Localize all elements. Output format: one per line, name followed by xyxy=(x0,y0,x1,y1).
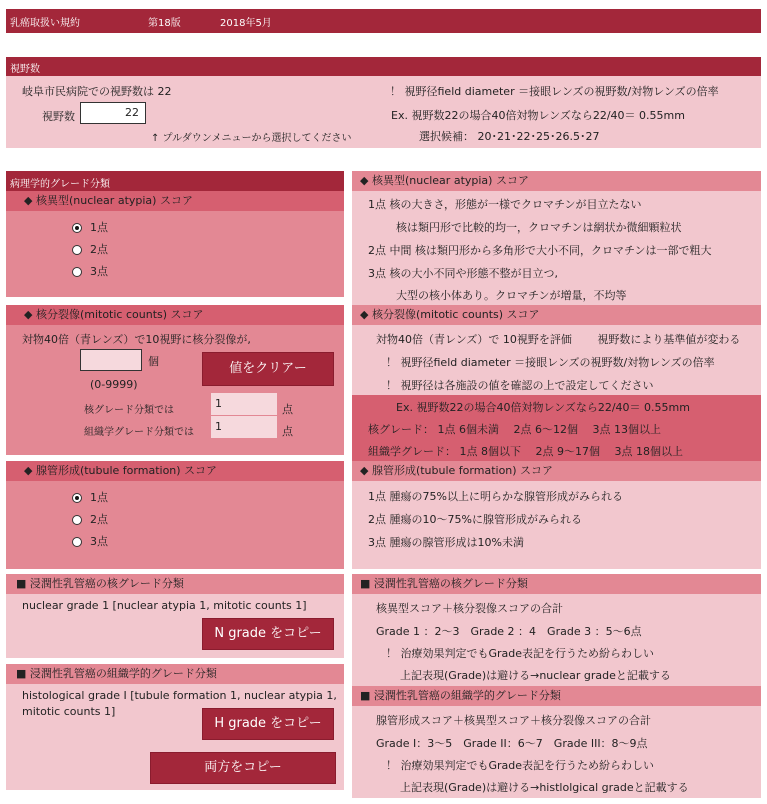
nuclear-grade-value: 1 xyxy=(211,393,277,415)
count-unit: 個 xyxy=(148,355,159,368)
mitotic-title: ◆ 核分裂像(mitotic counts) スコア xyxy=(24,308,204,321)
nuclear-grade-unit: 点 xyxy=(282,403,293,416)
right-atypia-title: ◆ 核異型(nuclear atypia) スコア xyxy=(360,174,529,187)
ngrade-desc-1: 核異型スコア＋核分裂像スコアの合計 xyxy=(376,602,563,615)
ngrade-desc-4: 上記表現(Grade)は避ける→nuclear gradeと記載する xyxy=(400,669,671,682)
select-hint: ↑ プルダウンメニューから選択してください xyxy=(151,133,352,144)
fields-section-header xyxy=(6,57,761,76)
radio-icon[interactable] xyxy=(72,537,82,547)
radio-icon[interactable] xyxy=(72,267,82,277)
hist-grade-unit: 点 xyxy=(282,425,293,438)
hgrade-desc-4: 上記表現(Grade)は避ける→histlolgical gradeと記載する xyxy=(400,781,689,794)
tubule-option-3[interactable]: 3点 xyxy=(72,533,108,549)
mitotic-ex: Ex. 視野数22の場合40倍対物レンズなら22/40＝ 0.55mm xyxy=(396,401,690,414)
right-hgrade-title: ■ 浸潤性乳管癌の組織学的グレード分類 xyxy=(360,689,561,702)
hist-grade-value: 1 xyxy=(211,416,277,438)
tubule-desc-1: 1点 腫瘍の75%以上に明らかな腺管形成がみられる xyxy=(368,490,623,503)
right-mitotic-panel xyxy=(352,325,761,395)
radio-icon[interactable] xyxy=(72,223,82,233)
right-ngrade-header xyxy=(352,574,761,594)
nuclear-grade-label: 核グレード分類では xyxy=(84,405,174,416)
hist-grade-label: 組織学グレード分類では xyxy=(84,427,194,438)
hgrade-desc-1: 腺管形成スコア＋核異型スコア＋核分裂像スコアの合計 xyxy=(376,714,651,727)
hgrade-desc-3: ！ 治療効果判定でもGrade表記を行うため紛らわしい xyxy=(386,759,655,772)
right-mitotic-header xyxy=(352,305,761,325)
hgrade-text-1: histological grade I [tubule formation 1, nuclear atypia 1, xyxy=(22,689,337,702)
field-note-2: Ex. 視野数22の場合40倍対物レンズなら22/40＝ 0.55mm xyxy=(391,109,685,122)
field-count-select[interactable]: 22 xyxy=(80,102,146,124)
atypia-header xyxy=(6,191,344,211)
tubule-header xyxy=(6,461,344,481)
atypia-option-3[interactable]: 3点 xyxy=(72,263,108,279)
radio-icon[interactable] xyxy=(72,493,82,503)
hgrade-panel xyxy=(6,684,344,790)
radio-icon[interactable] xyxy=(72,245,82,255)
mitotic-nuc-criteria: 核グレード： 1点 6個未満 2点 6～12個 3点 13個以上 xyxy=(368,423,661,436)
right-atypia-panel xyxy=(352,191,761,305)
right-ngrade-title: ■ 浸潤性乳管癌の核グレード分類 xyxy=(360,577,528,590)
hgrade-desc-2: Grade I：3～5 Grade II：6～7 Grade III：8～9点 xyxy=(376,737,648,750)
mitotic-desc-3: ！ 視野径は各施設の値を確認の上で設定してください xyxy=(386,379,654,392)
tubule-title: ◆ 腺管形成(tubule formation) スコア xyxy=(24,464,218,477)
atypia-option-2[interactable]: 2点 xyxy=(72,241,108,257)
right-mitotic-criteria xyxy=(352,395,761,461)
right-mitotic-title: ◆ 核分裂像(mitotic counts) スコア xyxy=(360,308,540,321)
atypia-title: ◆ 核異型(nuclear atypia) スコア xyxy=(24,194,193,207)
top-header xyxy=(6,9,761,33)
hospital-text: 岐阜市民病院での視野数は 22 xyxy=(22,85,172,98)
field-note-3: 選択候補： 20･21･22･25･26.5･27 xyxy=(419,130,600,143)
mitotic-desc-2: ！ 視野径field diameter ＝接眼レンズの視野数/対物レンズの倍率 xyxy=(386,356,715,369)
hgrade-header xyxy=(6,664,344,684)
atypia-desc-4: 3点 核の大小不同や形態不整が目立つ, xyxy=(368,267,558,280)
fields-section-title: 視野数 xyxy=(10,64,40,75)
tubule-desc-2: 2点 腫瘍の10～75%に腺管形成がみられる xyxy=(368,513,582,526)
header-edition: 第18版 xyxy=(148,18,181,29)
ngrade-header xyxy=(6,574,344,594)
tubule-option-1[interactable]: 1点 xyxy=(72,489,108,505)
right-tubule-header xyxy=(352,461,761,481)
mitotic-text: 対物40倍（青レンズ）で10視野に核分裂像が, xyxy=(22,333,251,346)
radio-icon[interactable] xyxy=(72,515,82,525)
header-title: 乳癌取扱い規約 xyxy=(10,18,80,29)
right-tubule-title: ◆ 腺管形成(tubule formation) スコア xyxy=(360,464,554,477)
mitotic-desc-1: 対物40倍（青レンズ）で 10視野を評価 視野数により基準値が変わる xyxy=(376,333,741,346)
hgrade-copy-button[interactable]: H grade をコピー xyxy=(202,708,334,740)
atypia-desc-3: 2点 中間 核は類円形から多角形で大小不同，クロマチンは一部で粗大 xyxy=(368,244,712,257)
hgrade-title: ■ 浸潤性乳管癌の組織学的グレード分類 xyxy=(16,667,217,680)
field-note-1: ！ 視野径field diameter ＝接眼レンズの視野数/対物レンズの倍率 xyxy=(390,85,719,98)
tubule-option-2[interactable]: 2点 xyxy=(72,511,108,527)
mitotic-hist-criteria: 組織学グレード： 1点 8個以下 2点 9～17個 3点 18個以上 xyxy=(368,445,683,458)
mitotic-header xyxy=(6,305,344,325)
field-count-label: 視野数 xyxy=(42,110,75,123)
header-date: 2018年5月 xyxy=(220,18,272,29)
copy-both-button[interactable]: 両方をコピー xyxy=(150,752,336,784)
tubule-panel xyxy=(6,481,344,569)
ngrade-desc-3: ！ 治療効果判定でもGrade表記を行うため紛らわしい xyxy=(386,647,655,660)
mitotic-panel xyxy=(6,325,344,455)
clear-button[interactable]: 値をクリアー xyxy=(202,352,334,386)
atypia-desc-1: 1点 核の大きさ，形態が一様でクロマチンが目立たない xyxy=(368,198,642,211)
right-hgrade-header xyxy=(352,686,761,706)
mitotic-count-input[interactable] xyxy=(80,349,142,371)
atypia-desc-2: 核は類円形で比較的均一，クロマチンは網状か微細顆粒状 xyxy=(396,221,682,234)
fields-panel xyxy=(6,76,761,148)
count-range: (0-9999) xyxy=(90,378,138,391)
ngrade-text: nuclear grade 1 [nuclear atypia 1, mitotic counts 1] xyxy=(22,599,307,612)
ngrade-panel xyxy=(6,594,344,658)
ngrade-title: ■ 浸潤性乳管癌の核グレード分類 xyxy=(16,577,184,590)
atypia-panel xyxy=(6,211,344,297)
right-hgrade-panel xyxy=(352,706,761,798)
grade-section-title: 病理学的グレード分類 xyxy=(10,179,110,190)
ngrade-desc-2: Grade 1 ：2～3 Grade 2 ：4 Grade 3 ：5～6点 xyxy=(376,625,642,638)
right-ngrade-panel xyxy=(352,594,761,686)
right-atypia-header xyxy=(352,171,761,191)
grade-section-header xyxy=(6,171,344,191)
tubule-desc-3: 3点 腫瘍の腺管形成は10%未満 xyxy=(368,536,524,549)
atypia-option-1[interactable]: 1点 xyxy=(72,219,108,235)
hgrade-text-2: mitotic counts 1] xyxy=(22,705,116,718)
ngrade-copy-button[interactable]: N grade をコピー xyxy=(202,618,334,650)
right-tubule-panel xyxy=(352,481,761,569)
atypia-desc-5: 大型の核小体あり。クロマチンが増量，不均等 xyxy=(396,289,627,302)
